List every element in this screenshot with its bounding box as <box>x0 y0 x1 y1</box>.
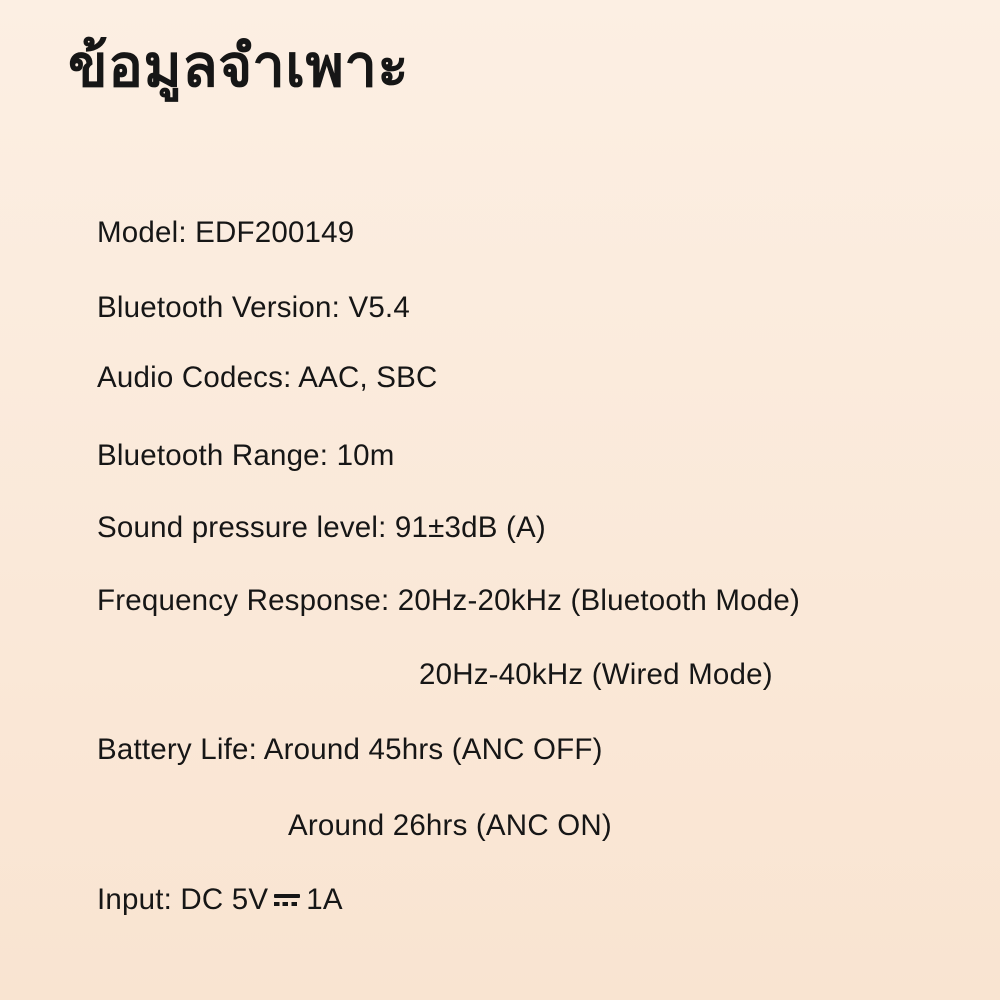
spec-line-model: Model: EDF200149 <box>97 216 355 249</box>
spec-line-battery-life-anc-on: Around 26hrs (ANC ON) <box>288 809 612 842</box>
spec-line-bluetooth-version: Bluetooth Version: V5.4 <box>97 291 410 324</box>
spec-line-audio-codecs: Audio Codecs: AAC, SBC <box>97 361 438 394</box>
spec-line-power-input <box>97 882 343 918</box>
spec-line-battery-life-anc-off: Battery Life: Around 45hrs (ANC OFF) <box>97 733 603 766</box>
power-input-prefix: Input: DC 5V <box>97 883 269 916</box>
page-title: ข้อมูลจำเพาะ <box>68 34 410 99</box>
spec-line-sound-pressure-level: Sound pressure level: 91±3dB (A) <box>97 511 546 544</box>
spec-line-bluetooth-range: Bluetooth Range: 10m <box>97 439 395 472</box>
dc-direct-current-icon <box>273 890 301 911</box>
spec-line-frequency-response-wired: 20Hz-40kHz (Wired Mode) <box>419 658 773 691</box>
spec-line-frequency-response-bluetooth: Frequency Response: 20Hz-20kHz (Bluetooth Mode) <box>97 584 800 617</box>
power-input-suffix: 1A <box>306 883 343 916</box>
